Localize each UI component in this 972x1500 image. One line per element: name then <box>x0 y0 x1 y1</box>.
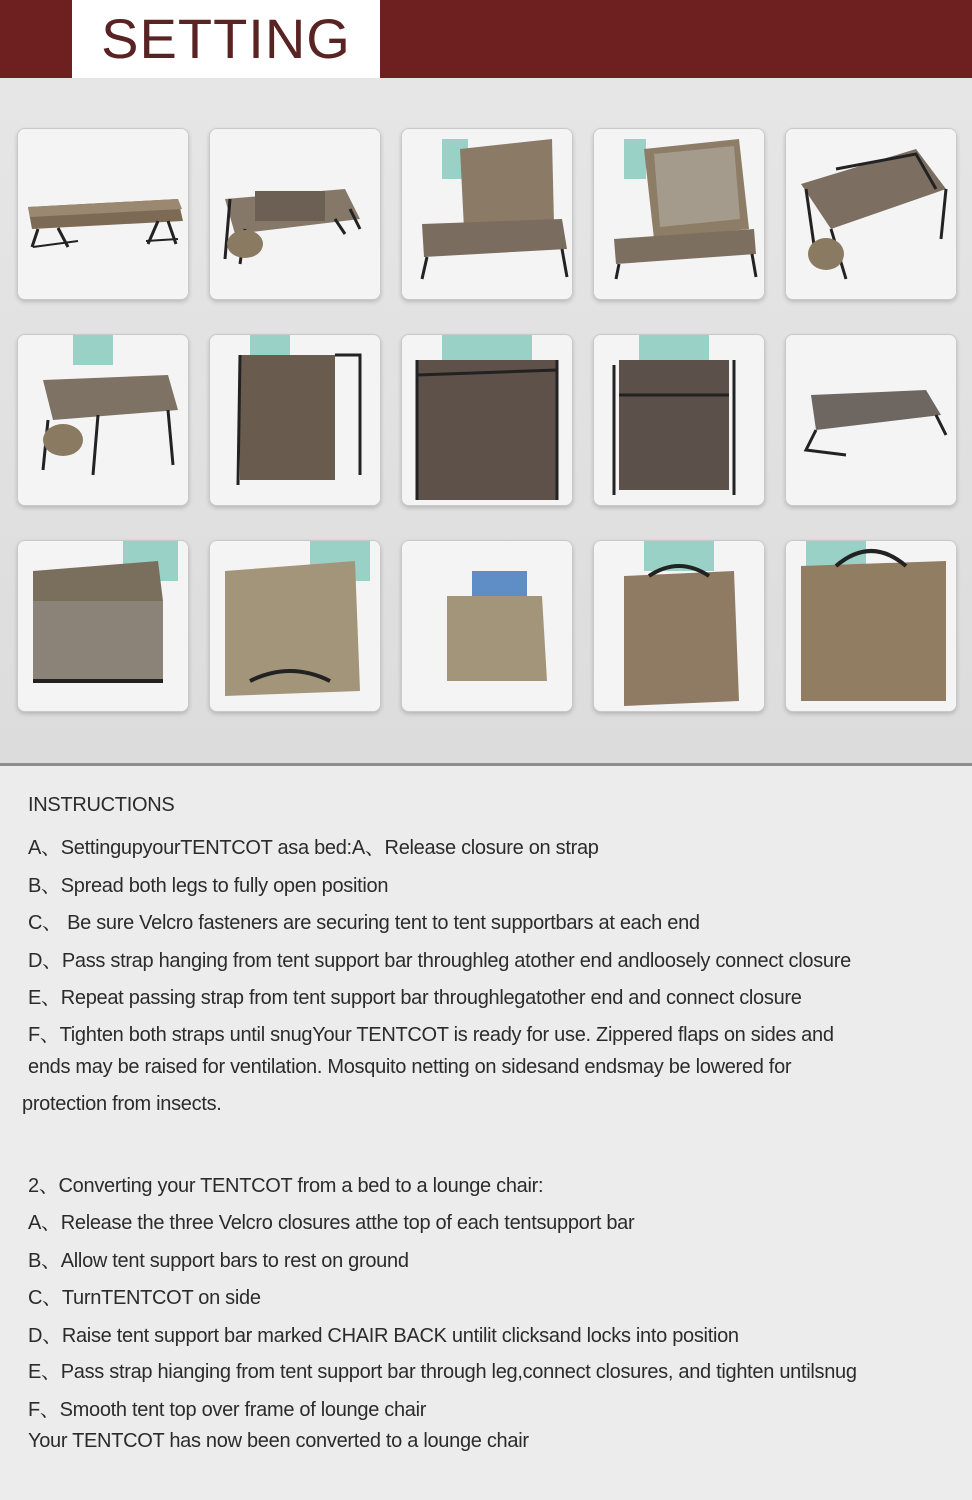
step-photo-6 <box>17 334 189 506</box>
instruction-line: 2、Converting your TENTCOT from a bed to a lounge chair: <box>28 1175 544 1197</box>
instruction-line: D、Raise tent support bar marked CHAIR BACK untilit clicksand locks into position <box>28 1325 739 1347</box>
instruction-line: protection from insects. <box>22 1093 222 1115</box>
header-accent-right <box>380 0 972 78</box>
instruction-line: F、Tighten both straps until snugYour TENTCOT is ready for use. Zippered flaps on sides and <box>28 1024 834 1046</box>
instruction-line: F、Smooth tent top over frame of lounge chair <box>28 1399 427 1421</box>
step-photo-9 <box>593 334 765 506</box>
step-photo-4 <box>593 128 765 300</box>
step-photo-11 <box>17 540 189 712</box>
step-photo-14 <box>593 540 765 712</box>
instruction-line: B、Allow tent support bars to rest on ground <box>28 1250 409 1272</box>
instruction-line: C、TurnTENTCOT on side <box>28 1287 261 1309</box>
step-photo-13 <box>401 540 573 712</box>
instruction-line: C、 Be sure Velcro fasteners are securing tent to tent supportbars at each end <box>28 912 700 934</box>
step-photo-8 <box>401 334 573 506</box>
step-photo-15 <box>785 540 957 712</box>
instruction-line: A、Release the three Velcro closures atthe top of each tentsupport bar <box>28 1212 635 1234</box>
step-photo-12 <box>209 540 381 712</box>
instruction-line: E、Repeat passing strap from tent support bar throughlegatother end and connect closure <box>28 987 802 1009</box>
instruction-line: ends may be raised for ventilation. Mosquito netting on sidesand endsmay be lowered for <box>28 1056 792 1078</box>
header-bar <box>0 0 972 78</box>
instruction-line: D、Pass strap hanging from tent support bar throughleg atother end andloosely connect closure <box>28 950 851 972</box>
instruction-line: A、SettingupyourTENTCOT asa bed:A、Release closure on strap <box>28 837 599 859</box>
step-photo-5 <box>785 128 957 300</box>
page-title: SETTING <box>72 0 380 78</box>
instruction-line: E、Pass strap hianging from tent support bar through leg,connect closures, and tighten untilsnug <box>28 1361 857 1383</box>
instructions-heading: INSTRUCTIONS <box>28 794 175 816</box>
instruction-line: B、Spread both legs to fully open position <box>28 875 389 897</box>
step-photo-10 <box>785 334 957 506</box>
step-photo-2 <box>209 128 381 300</box>
header-accent-left <box>0 0 72 78</box>
instruction-line: Your TENTCOT has now been converted to a lounge chair <box>28 1430 529 1452</box>
step-photo-7 <box>209 334 381 506</box>
step-photo-3 <box>401 128 573 300</box>
step-photo-1 <box>17 128 189 300</box>
